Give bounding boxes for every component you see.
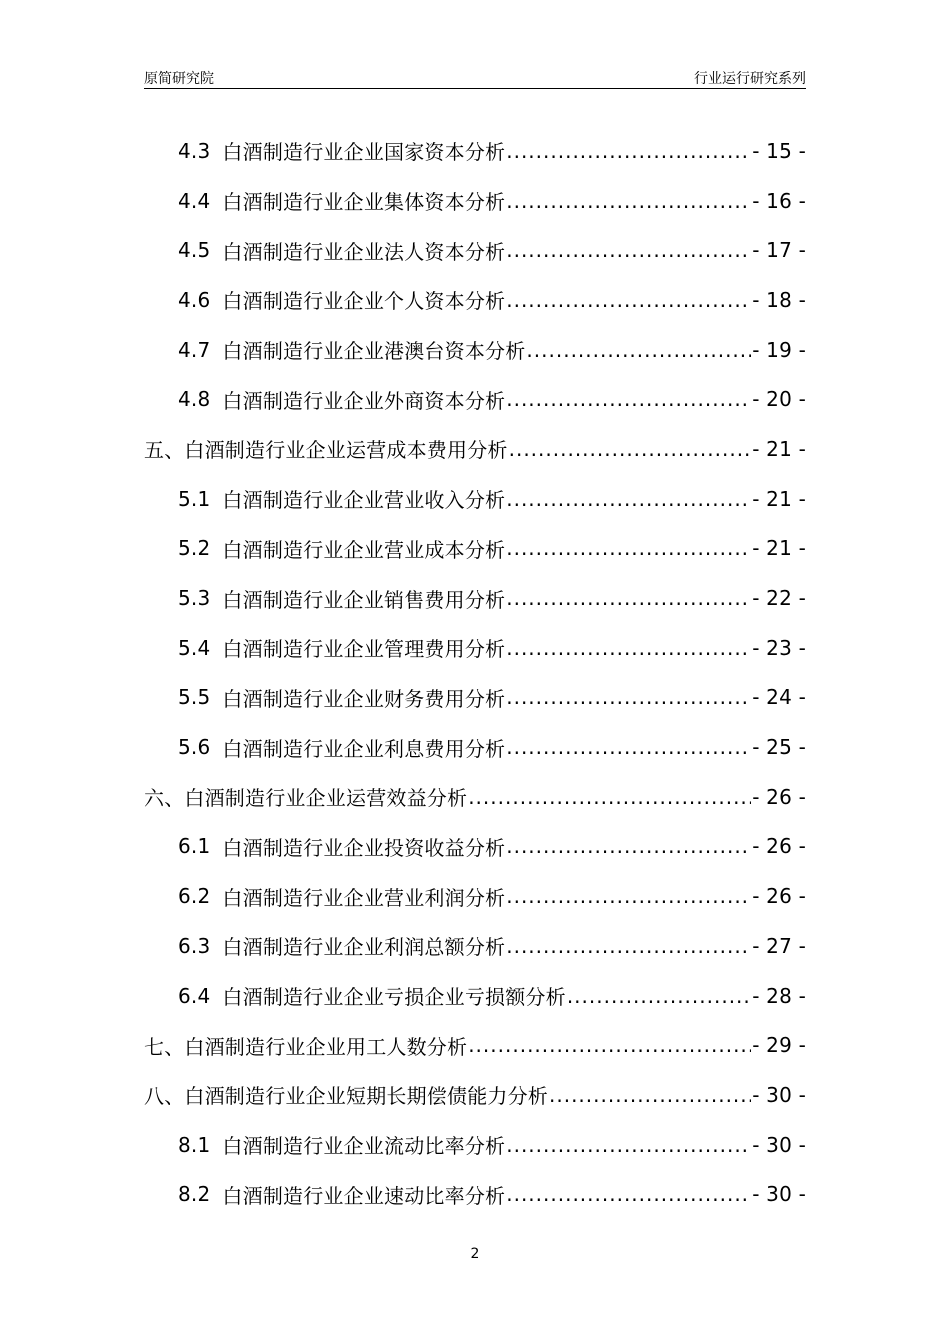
toc-entry[interactable] [144,1169,806,1219]
toc-entry-number: 5.2 [178,536,211,561]
toc-dot-leader [506,487,751,511]
toc-entry-page: - 21 - [752,436,806,461]
toc-entry[interactable] [144,871,806,921]
toc-entry[interactable] [144,524,806,574]
toc-entry-number: 8.2 [178,1182,211,1207]
toc-entry-number: 4.4 [178,188,211,213]
toc-dot-leader [468,785,751,809]
toc-entry-page: - 26 - [752,884,806,909]
toc-dot-leader [506,934,751,958]
toc-entry-number: 5.1 [178,486,211,511]
toc-entry-number: 6.3 [178,933,211,958]
toc-entry-title: 五、白酒制造行业企业运营成本费用分析 [144,438,508,463]
toc-dot-leader [506,189,751,213]
toc-entry[interactable] [144,573,806,623]
toc-entry-page: - 26 - [752,834,806,859]
toc-dot-leader [526,338,751,362]
toc-entry-title: 白酒制造行业企业个人资本分析 [222,289,506,314]
page-number: 2 [470,1246,480,1262]
toc-entry-page: - 28 - [752,983,806,1008]
toc-entry[interactable] [144,722,806,772]
toc-dot-leader [567,984,751,1008]
toc-entry-title: 白酒制造行业企业销售费用分析 [222,587,506,612]
toc-entry-number: 6.1 [178,834,211,859]
toc-entry-title: 白酒制造行业企业集体资本分析 [222,190,506,215]
toc-entry[interactable] [144,1020,806,1070]
toc-entry-title: 白酒制造行业企业投资收益分析 [222,835,506,860]
toc-entry[interactable] [144,822,806,872]
toc-entry-title: 白酒制造行业企业利息费用分析 [222,736,506,761]
toc-dot-leader [509,437,752,461]
toc-entry-page: - 25 - [752,735,806,760]
toc-entry-title: 白酒制造行业企业营业成本分析 [222,537,506,562]
header-org-name: 原简研究院 [144,71,214,87]
page-header [144,66,806,89]
toc-dot-leader [506,586,751,610]
toc-entry-page: - 23 - [752,635,806,660]
toc-entry-title: 白酒制造行业企业利润总额分析 [222,935,506,960]
toc-entry-page: - 15 - [752,138,806,163]
toc-entry-title: 白酒制造行业企业财务费用分析 [222,686,506,711]
header-series-name: 行业运行研究系列 [694,71,806,87]
toc-entry[interactable] [144,623,806,673]
toc-entry[interactable] [144,971,806,1021]
toc-dot-leader [506,238,751,262]
table-of-contents [144,126,806,1219]
toc-entry[interactable] [144,474,806,524]
toc-entry-page: - 21 - [752,536,806,561]
toc-dot-leader [506,536,751,560]
toc-entry-title: 白酒制造行业企业亏损企业亏损额分析 [222,985,566,1010]
toc-entry-page: - 21 - [752,486,806,511]
toc-entry-number: 5.3 [178,586,211,611]
toc-dot-leader [506,735,751,759]
toc-dot-leader [506,636,751,660]
toc-dot-leader [506,834,751,858]
toc-entry-number: 6.2 [178,884,211,909]
toc-dot-leader [506,288,751,312]
toc-entry-title: 白酒制造行业企业国家资本分析 [222,140,506,165]
toc-entry-title: 白酒制造行业企业管理费用分析 [222,637,506,662]
toc-entry[interactable] [144,374,806,424]
toc-entry-number: 4.8 [178,387,211,412]
toc-entry-page: - 18 - [752,287,806,312]
toc-dot-leader [506,1133,751,1157]
toc-entry-page: - 17 - [752,238,806,263]
toc-dot-leader [506,387,751,411]
toc-entry-title: 八、白酒制造行业企业短期长期偿债能力分析 [144,1084,548,1109]
toc-entry-page: - 27 - [752,933,806,958]
toc-entry-title: 七、白酒制造行业企业用工人数分析 [144,1034,468,1059]
toc-entry-title: 白酒制造行业企业港澳台资本分析 [222,339,526,364]
toc-entry-number: 4.7 [178,337,211,362]
toc-entry-page: - 22 - [752,586,806,611]
toc-entry[interactable] [144,424,806,474]
toc-entry[interactable] [144,921,806,971]
toc-entry-number: 4.5 [178,238,211,263]
toc-entry-title: 白酒制造行业企业营业利润分析 [222,885,506,910]
toc-dot-leader [506,1182,751,1206]
toc-entry-page: - 29 - [752,1033,806,1058]
toc-dot-leader [468,1033,751,1057]
toc-entry[interactable] [144,673,806,723]
toc-entry-page: - 30 - [752,1132,806,1157]
toc-entry[interactable] [144,1070,806,1120]
toc-entry-title: 白酒制造行业企业速动比率分析 [222,1183,506,1208]
toc-entry-page: - 19 - [752,337,806,362]
toc-dot-leader [506,139,751,163]
toc-dot-leader [506,884,751,908]
toc-entry-number: 5.6 [178,735,211,760]
toc-entry-number: 6.4 [178,983,211,1008]
toc-entry-page: - 26 - [752,784,806,809]
toc-entry-title: 白酒制造行业企业流动比率分析 [222,1134,506,1159]
toc-entry-title: 白酒制造行业企业外商资本分析 [222,388,506,413]
toc-entry[interactable] [144,275,806,325]
toc-entry[interactable] [144,176,806,226]
toc-entry[interactable] [144,772,806,822]
toc-entry-page: - 30 - [752,1082,806,1107]
toc-entry[interactable] [144,225,806,275]
toc-entry[interactable] [144,126,806,176]
toc-entry-title: 白酒制造行业企业法人资本分析 [222,239,506,264]
toc-dot-leader [549,1083,751,1107]
toc-entry[interactable] [144,1120,806,1170]
toc-entry-number: 5.5 [178,685,211,710]
toc-entry-number: 4.3 [178,138,211,163]
toc-entry-page: - 20 - [752,387,806,412]
toc-dot-leader [506,685,751,709]
toc-entry[interactable] [144,325,806,375]
toc-entry-number: 4.6 [178,287,211,312]
toc-entry-page: - 24 - [752,685,806,710]
toc-entry-number: 8.1 [178,1132,211,1157]
toc-entry-page: - 16 - [752,188,806,213]
toc-entry-number: 5.4 [178,635,211,660]
toc-entry-page: - 30 - [752,1182,806,1207]
toc-entry-title: 六、白酒制造行业企业运营效益分析 [144,786,468,811]
toc-entry-title: 白酒制造行业企业营业收入分析 [222,488,506,513]
